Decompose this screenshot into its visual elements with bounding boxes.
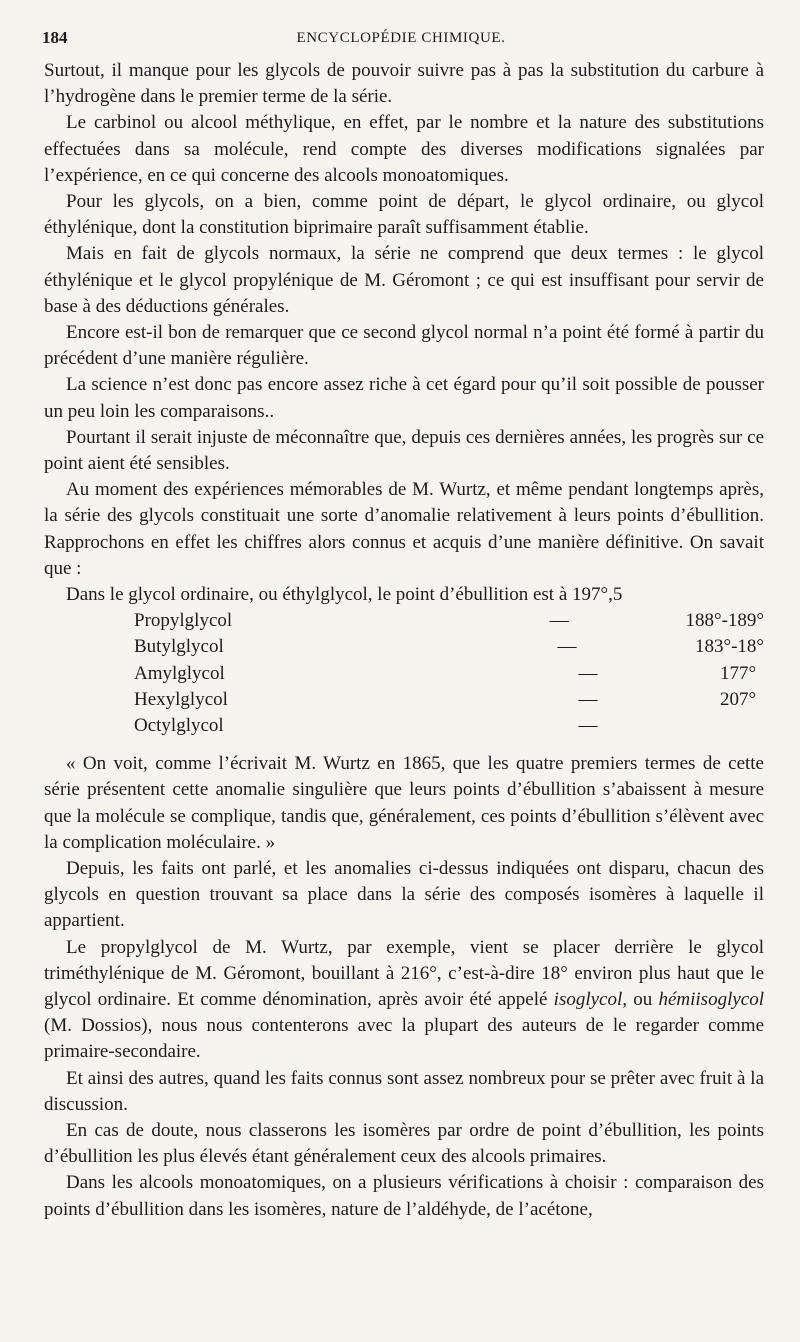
table-row: [44, 687, 764, 713]
boiling-point: [676, 713, 764, 739]
ditto-dash: —: [549, 610, 569, 632]
boiling-point: 188°-189°: [685, 610, 764, 632]
paragraph: Encore est-il bon de remarquer que ce second glycol normal n’a point été formé à partir du précédent d’une manière régulière.: [44, 322, 764, 370]
boiling-point: 183°-18°: [694, 636, 764, 658]
paragraph: Surtout, il manque pour les glycols de pouvoir suivre pas à pas la substitution du carbure à l’hydrogène dans le premier terme de la série.: [44, 60, 764, 108]
compound-name: Amylglycol: [134, 662, 225, 684]
paragraph: Et ainsi des autres, quand les faits connus sont assez nombreux pour se prêter avec fruit à la discussion.: [44, 1067, 764, 1115]
table-row: [44, 661, 764, 687]
ditto-dash: —: [578, 688, 598, 710]
compound-name: Propylglycol: [134, 610, 233, 632]
paragraph: La science n’est donc pas encore assez riche à cet égard pour qu’il soit possible de pousser un peu loin les comparaisons..: [44, 374, 764, 422]
compound-name: Hexylglycol: [134, 688, 228, 710]
paragraph: Au moment des expériences mémorables de M. Wurtz, et même pendant longtemps après, la série des glycols constituait une sorte d’anomalie relativement à leurs points d’ébullition. Rapprochons en effet les chiffres alors connus et acquis d’une manière définitive. On savait que :: [44, 479, 764, 579]
paragraph: Pourtant il serait injuste de méconnaître que, depuis ces dernières années, les progrès sur ce point aient été sensibles.: [44, 426, 764, 475]
compound-name: Octylglycol: [134, 715, 224, 737]
boiling-point: 177°: [720, 662, 757, 684]
paragraph: Le carbinol ou alcool méthylique, en effet, par le nombre et la nature des substitutions effectuées dans sa molécule, rend compte des diverses modifications signalées par l’expérience, en ce qui concerne des alcools monoatomiques.: [44, 112, 764, 186]
body-text: [44, 58, 764, 1223]
table-row: [44, 713, 764, 739]
paragraph: Pour les glycols, on a bien, comme point de départ, le glycol ordinaire, ou glycol éthylénique, dont la constitution biprimaire paraît suffisamment établie.: [44, 191, 764, 239]
italic-term: isoglycol,: [553, 989, 628, 1011]
paragraph: Dans les alcools monoatomiques, on a plusieurs vérifications à choisir : comparaison des points d’ébullition dans les isomères, nature de l’aldéhyde, de l’acétone,: [44, 1172, 764, 1220]
page-number: 184: [42, 28, 68, 47]
paragraph: [44, 935, 764, 1066]
ditto-dash: —: [578, 662, 598, 684]
text-run: ou: [627, 989, 659, 1011]
paragraph: Mais en fait de glycols normaux, la série ne comprend que deux termes : le glycol éthylénique et le glycol propylénique de M. Géromont ; ce qui est insuffisant pour servir de base à des déductions générales.: [44, 243, 764, 317]
boiling-point-table: [44, 608, 764, 739]
table-row: [44, 608, 764, 634]
ditto-dash: —: [578, 715, 598, 737]
page-header: [42, 28, 760, 52]
quote-paragraph: « On voit, comme l’écrivait M. Wurtz en 1865, que les quatre premiers termes de cette série présentent cette anomalie singulière que leurs points d’ébullition s’abaissent à mesure que la molécule se complique, tandis que, généralement, ces points d’ébullition s’élèvent avec la complication moléculaire. »: [44, 753, 764, 853]
table-intro: Dans le glycol ordinaire, ou éthylglycol, le point d’ébullition est à 197°,5: [66, 584, 623, 606]
italic-term: hémiisoglycol: [658, 989, 764, 1011]
boiling-point: 207°: [720, 688, 757, 710]
paragraph: En cas de doute, nous classerons les isomères par ordre de point d’ébullition, les points d’ébullition les plus élevés étant généralement ceux des alcools primaires.: [44, 1120, 764, 1168]
paragraph: Depuis, les faits ont parlé, et les anomalies ci-dessus indiquées ont disparu, chacun des glycols en question trouvant sa place dans la série des composés isomères à laquelle il appartient.: [44, 858, 764, 932]
running-title: ENCYCLOPÉDIE CHIMIQUE.: [296, 30, 506, 46]
text-run: (M. Dossios), nous nous contenterons avec la plupart des auteurs de le regarder comme primaire-secondaire.: [44, 1015, 764, 1063]
text-run: Le propylglycol de M. Wurtz, par exemple, vient se placer derrière le glycol triméthylénique de M. Géromont, bouillant à 216°, c’est-à-dire 18° environ plus haut que le glycol ordinaire. Et comme dénomination, après avoir été appelé: [44, 936, 764, 1011]
table-row: [44, 634, 764, 660]
ditto-dash: —: [557, 636, 577, 658]
compound-name: Butylglycol: [134, 636, 224, 658]
